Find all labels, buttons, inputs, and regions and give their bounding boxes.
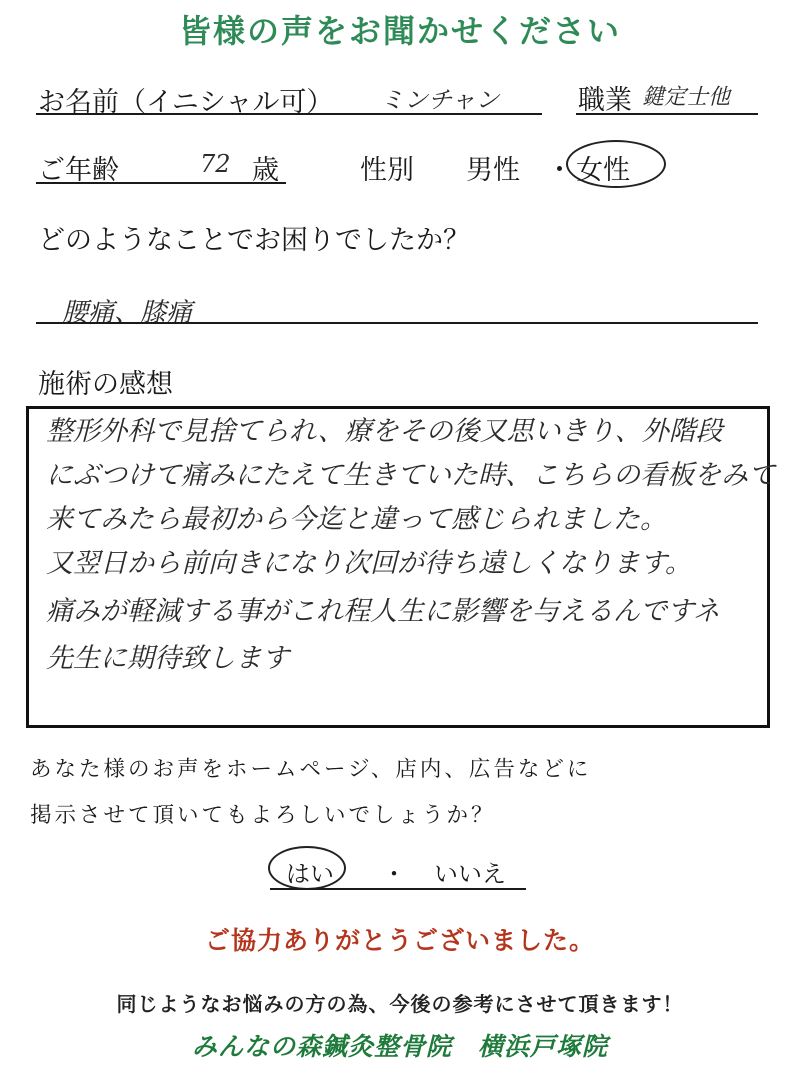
clinic-name: みんなの森鍼灸整骨院 横浜戸塚院: [191, 1032, 608, 1061]
footer-note: 同じようなお悩みの方の為、今後の参考にさせて頂きます！: [116, 992, 684, 1016]
name-underline: [36, 113, 542, 115]
gender-male: 男性: [466, 155, 520, 186]
age-value: 72: [200, 150, 231, 178]
gender-selection-circle: [566, 140, 666, 188]
answer-underline: [270, 888, 526, 890]
answer-yes: はい: [286, 860, 334, 888]
name-label: お名前（イニシャル可）: [38, 87, 334, 118]
name-value: ミンチャン: [380, 86, 500, 114]
gender-female: 女性: [576, 155, 630, 186]
answer-no: いいえ: [434, 860, 506, 888]
form-title: 皆様の声をお聞かせください: [178, 12, 621, 50]
publish-question-line2: 掲示させて頂いてもよろしいでしょうか？: [30, 803, 496, 828]
gender-label: 性別: [360, 155, 414, 186]
impression-line: 痛みが軽減する事がこれ程人生に影響を与えるんですネ: [46, 596, 720, 627]
impression-line: にぶつけて痛みにたえて生きていた時、こちらの看板をみて: [46, 460, 775, 491]
impression-label: 施術の感想: [38, 369, 173, 400]
publish-question-line1: あなた様のお声をホームページ、店内、広告などに: [30, 757, 592, 782]
gender-separator: ・: [546, 155, 573, 186]
answer-separator: ・: [382, 860, 406, 888]
thanks-message: ご協力ありがとうございました。: [204, 926, 595, 955]
trouble-underline: [36, 322, 758, 324]
impression-line: 先生に期待致します: [46, 643, 289, 674]
age-unit: 歳: [252, 155, 279, 186]
occupation-underline: [576, 113, 758, 115]
impression-line: 整形外科で見捨てられ、療をその後又思いきり、外階段: [46, 416, 723, 447]
trouble-answer: 腰痛、膝痛: [62, 298, 193, 328]
yes-selection-circle: [268, 846, 346, 890]
occupation-value: 鍵定士他: [642, 85, 731, 110]
occupation-label: 職業: [578, 85, 632, 116]
impression-line: 又翌日から前向きになり次回が待ち遠しくなります。: [46, 548, 692, 579]
age-underline: [36, 182, 286, 184]
impression-line: 来てみたら最初から今迄と違って感じられました。: [46, 504, 667, 535]
trouble-question: どのようなことでお困りでしたか？: [38, 225, 470, 256]
age-label: ご年齢: [38, 155, 119, 186]
